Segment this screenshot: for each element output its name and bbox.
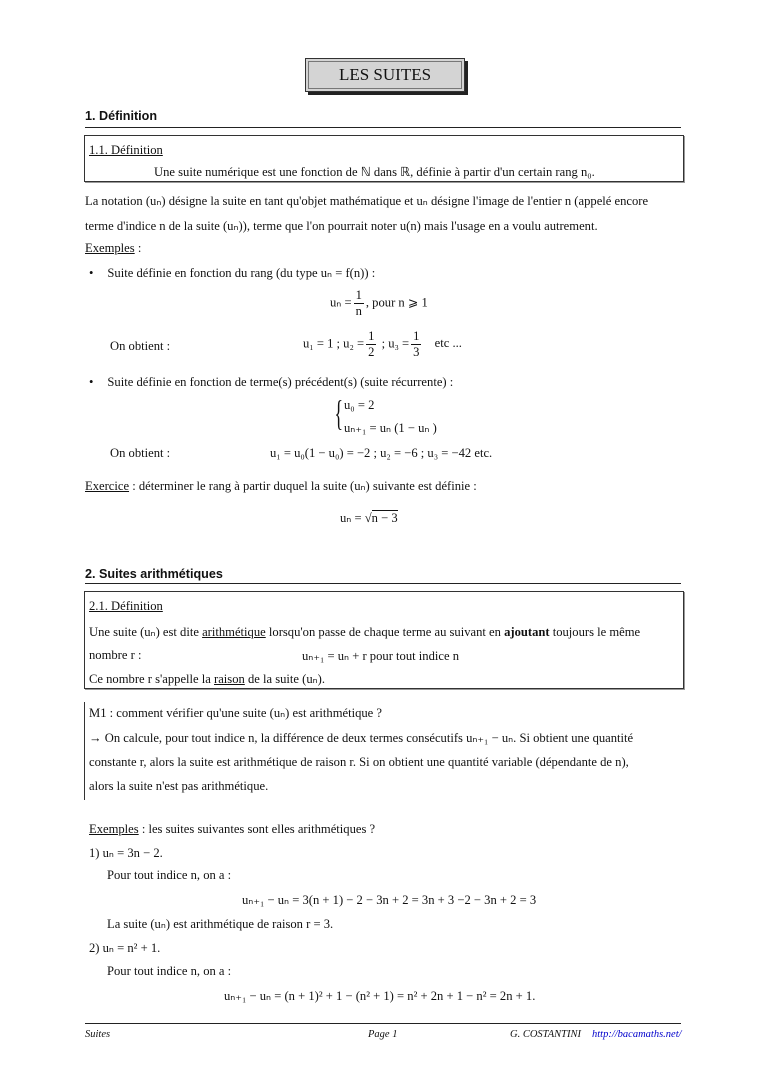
footer-left: Suites [85, 1029, 111, 1040]
method-line: constante r, alors la suite est arithmétique de raison r. Si on obtient une quantité variable (dépendante de n), [89, 755, 629, 769]
divider [85, 583, 681, 584]
bullet-1: • Suite définie en fonction du rang (du type uₙ = f(n)) : [89, 266, 376, 280]
obtain-label: On obtient : [110, 446, 171, 460]
paragraph-line: terme d'indice n de la suite (uₙ)), terme que l'on pourrait noter u(n) mais l'usage en a voulu autrement. [85, 219, 598, 233]
formula-obtained-2: u₁ = u₀(1 − u₀) = −2 ; u₂ = −6 ; u₃ = −42 etc. [270, 446, 493, 460]
obtain-label: On obtient : [110, 339, 171, 353]
example-text: Pour tout indice n, on a : [107, 964, 232, 978]
formula-obtained-1: u₁ = 1 ; u₂ = $\frac{1}{2}$ ; u₃ = $\frac{1}{3}$ etc ... [303, 329, 462, 359]
method-margin-line [84, 702, 85, 800]
footer-divider [85, 1023, 681, 1024]
example-1: 1) uₙ = 3n − 2. [89, 846, 163, 860]
footer-link[interactable]: http://bacamaths.net/ [592, 1029, 682, 1040]
method-line: → On calcule, pour tout indice n, la différence de deux termes consécutifs uₙ₊₁ − uₙ. Si obtient une quantité [89, 731, 634, 745]
definition-text: Une suite numérique est une fonction de ℕ dans ℝ, définie à partir d'un certain rang n₀. [154, 165, 595, 179]
definition-formula: uₙ₊₁ = uₙ + r pour tout indice n [302, 649, 459, 663]
examples-label: Exemples : [85, 241, 142, 255]
example-formula: uₙ₊₁ − uₙ = 3(n + 1) − 2 − 3n + 2 = 3n + 3 −2 − 3n + 2 = 3 [242, 893, 537, 907]
bullet-2: • Suite définie en fonction de terme(s) précédent(s) (suite récurrente) : [89, 375, 454, 389]
examples-line: Exemples : les suites suivantes sont elles arithmétiques ? [89, 822, 376, 836]
example-text: La suite (uₙ) est arithmétique de raison r = 3. [107, 917, 334, 931]
paragraph-line: La notation (uₙ) désigne la suite en tant qu'objet mathématique et uₙ désigne l'image de l'entier n (appelé encore [85, 194, 649, 208]
definition-title: 1.1. Définition [89, 143, 163, 157]
document-title: LES SUITES [305, 58, 465, 92]
method-title: M1 : comment vérifier qu'une suite (uₙ) est arithmétique ? [89, 706, 383, 720]
exercise-line: Exercice : déterminer le rang à partir duquel la suite (uₙ) suivante est définie : [85, 479, 477, 493]
footer-page: Page 1 [368, 1029, 398, 1040]
formula-sqrt: uₙ = √n − 3 [340, 511, 398, 525]
definition-title: 2.1. Définition [89, 599, 163, 613]
definition-line: Ce nombre r s'appelle la raison de la suite (uₙ). [89, 672, 326, 686]
definition-box-2 [84, 591, 684, 689]
system-line: u₀ = 2 [344, 398, 375, 412]
example-2: 2) uₙ = n² + 1. [89, 941, 161, 955]
divider [85, 127, 681, 128]
definition-line: Une suite (uₙ) est dite arithmétique lorsqu'on passe de chaque terme au suivant en ajoutant toujours le même [89, 625, 641, 639]
example-text: Pour tout indice n, on a : [107, 868, 232, 882]
section-2-heading: 2. Suites arithmétiques [85, 567, 223, 581]
definition-box-1 [84, 135, 684, 182]
formula-un-1-over-n: uₙ = $\frac{1}{n}$ , pour n ⩾ 1 [330, 288, 428, 318]
section-1-heading: 1. Définition [85, 109, 158, 123]
definition-line: nombre r : [89, 648, 142, 662]
system-line: uₙ₊₁ = uₙ (1 − uₙ ) [344, 421, 437, 435]
method-line: alors la suite n'est pas arithmétique. [89, 779, 269, 793]
brace: { [334, 393, 343, 433]
example-formula: uₙ₊₁ − uₙ = (n + 1)² + 1 − (n² + 1) = n² + 2n + 1 − n² = 2n + 1. [224, 989, 536, 1003]
footer-author: G. COSTANTINI [510, 1029, 581, 1040]
